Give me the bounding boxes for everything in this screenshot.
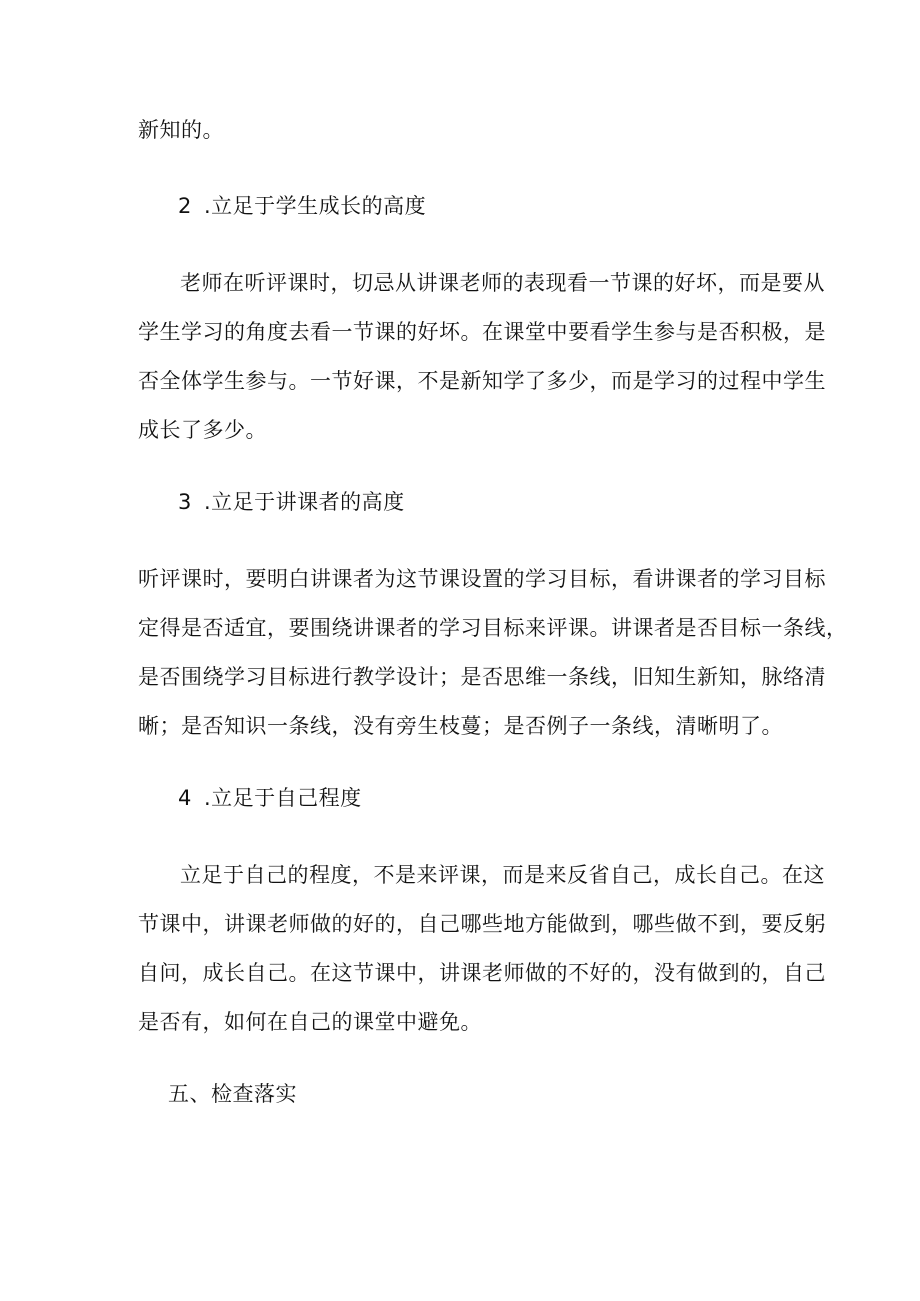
subheading-text: .立足于自己程度	[204, 786, 362, 810]
subheading-number: 4	[178, 786, 192, 810]
subheading-text: .立足于讲课者的高度	[204, 490, 405, 514]
paragraph-line: 听评课时，要明白讲课者为这节课设置的学习目标，看讲课者的学习目标	[138, 567, 826, 591]
subheading-text: .立足于学生成长的高度	[204, 194, 427, 218]
paragraph-line: 立足于自己的程度，不是来评课，而是来反省自己，成长自己。在这	[180, 863, 825, 887]
paragraph-line: 是否有，如何在自己的课堂中避免。	[138, 1010, 482, 1034]
subheading-4	[178, 785, 838, 812]
paragraph-line: 定得是否适宜，要围绕讲课者的学习目标来评课。讲课者是否目标一条线，	[138, 616, 848, 640]
subheading-2	[178, 193, 838, 220]
paragraph-line: 晰；是否知识一条线，没有旁生枝蔓；是否例子一条线，清晰明了。	[138, 714, 783, 738]
paragraph-line: 老师在听评课时，切忌从讲课老师的表现看一节课的好坏，而是要从	[180, 271, 825, 295]
paragraph-line: 节课中，讲课老师做的好的，自己哪些地方能做到，哪些做不到，要反躬	[138, 912, 826, 936]
paragraph-line: 学生学习的角度去看一节课的好坏。在课堂中要看学生参与是否积极，是	[138, 320, 826, 344]
section-heading: 五、检查落实	[168, 1082, 297, 1106]
paragraph-line: 自问，成长自己。在这节课中，讲课老师做的不好的，没有做到的，自己	[138, 961, 826, 985]
subheading-number: 3	[178, 490, 192, 514]
paragraph-line: 新知的。	[138, 118, 224, 142]
paragraph-line: 否全体学生参与。一节好课，不是新知学了多少，而是学习的过程中学生	[138, 369, 826, 393]
subheading-3	[178, 489, 838, 516]
subheading-number: 2	[178, 194, 192, 218]
paragraph-line: 是否围绕学习目标进行教学设计；是否思维一条线，旧知生新知，脉络清	[138, 665, 826, 689]
paragraph-line: 成长了多少。	[138, 418, 267, 442]
